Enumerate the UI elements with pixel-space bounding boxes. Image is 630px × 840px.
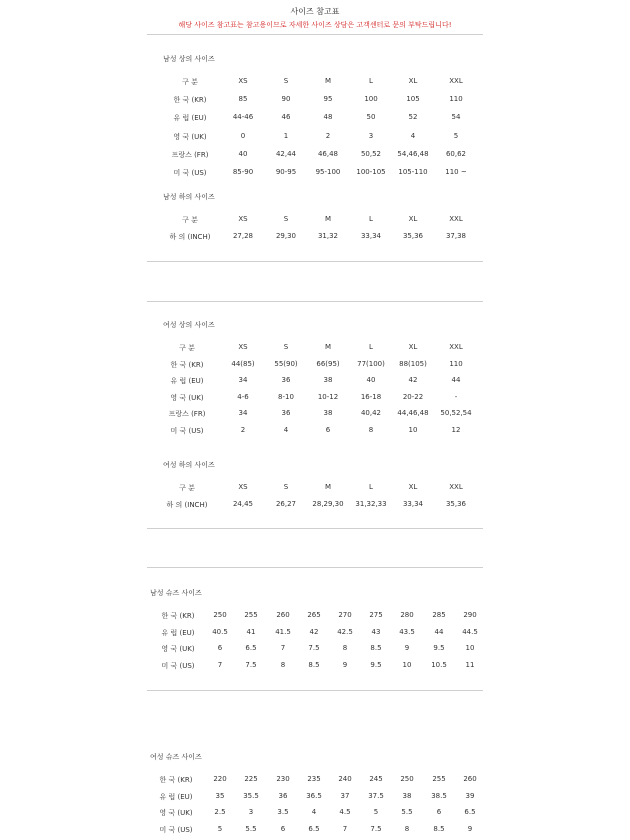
table-cell: 8 [404, 824, 410, 833]
table-cell: 38.5 [431, 791, 447, 800]
table-cell: 36 [278, 791, 288, 800]
table-row [0, 132, 630, 146]
table-cell: 8 [280, 660, 286, 669]
table-cell: 27,28 [232, 232, 254, 240]
table-cell: 9 [404, 644, 410, 652]
mens-bottom-title: 남성 하의 사이즈 [163, 193, 215, 201]
table-cell: 37,38 [445, 232, 467, 240]
table-row [0, 360, 630, 374]
table-cell: L [369, 215, 373, 223]
table-cell: 8 [368, 425, 374, 434]
table-cell: 8.5 [370, 644, 382, 652]
table-cell: 38 [323, 409, 333, 417]
table-cell: 285 [432, 611, 446, 619]
table-row [0, 611, 630, 625]
table-cell: 10 [465, 644, 475, 652]
table-cell: 44 [451, 376, 461, 384]
table-cell: 7 [280, 644, 286, 652]
table-cell: XS [238, 343, 248, 351]
table-cell: 100 [364, 95, 378, 104]
table-cell: XXL [449, 343, 463, 351]
table-cell: 6.5 [308, 824, 320, 833]
table-cell: 35.5 [243, 791, 259, 800]
table-cell: 255 [244, 611, 258, 619]
table-cell: 7.5 [370, 824, 382, 833]
table-cell: 31,32,33 [355, 500, 387, 508]
row-label: 유 럽 (EU) [170, 377, 204, 385]
divider [147, 34, 483, 35]
table-cell: 3 [248, 808, 254, 816]
row-label: 한 국 (KR) [170, 360, 204, 369]
table-cell: 33,34 [402, 500, 424, 508]
table-row [0, 77, 630, 91]
table-cell: 100-105 [356, 168, 386, 176]
row-label: 미 국 (US) [173, 169, 207, 177]
table-row [0, 483, 630, 497]
table-cell: 260 [463, 775, 477, 783]
table-cell: 44,46,48 [397, 409, 429, 417]
table-cell: 43 [371, 627, 381, 636]
table-cell: S [283, 215, 289, 223]
row-label: 미 국 (US) [161, 661, 195, 670]
table-cell: 24,45 [232, 500, 254, 508]
table-cell: 33,34 [360, 232, 382, 240]
table-cell: 50,52 [360, 149, 382, 158]
table-cell: 9 [467, 824, 473, 833]
mens-top-title: 남성 상의 사이즈 [163, 55, 215, 63]
row-label: 영 국 (UK) [161, 645, 195, 653]
row-label: 구 분 [179, 484, 195, 492]
table-cell: 230 [276, 775, 290, 783]
table-cell: S [283, 483, 289, 491]
table-cell: 6 [280, 824, 286, 833]
table-cell: 3.5 [277, 808, 289, 816]
table-cell: 12 [451, 425, 461, 434]
womens-top-title: 여성 상의 사이즈 [163, 321, 215, 329]
table-cell: 225 [244, 775, 258, 783]
table-cell: XXL [449, 483, 463, 491]
table-cell: XXL [449, 215, 463, 223]
table-cell: 44 [434, 627, 444, 636]
row-label: 구 분 [182, 78, 198, 86]
table-cell: 270 [338, 611, 352, 619]
table-cell: 2 [325, 131, 331, 140]
table-cell: 36 [281, 376, 291, 384]
table-row [0, 95, 630, 109]
table-cell: 35,36 [402, 232, 424, 240]
table-cell: 39 [465, 791, 475, 800]
table-cell: 48 [323, 113, 333, 122]
table-row [0, 393, 630, 407]
table-row [0, 775, 630, 789]
womens-bottom-title: 여성 하의 사이즈 [163, 461, 215, 469]
table-cell: 105 [406, 95, 420, 104]
row-label: 구 분 [179, 344, 195, 352]
table-cell: 10 [402, 660, 412, 669]
table-row [0, 215, 630, 229]
table-cell: L [369, 483, 373, 491]
table-cell: 40 [238, 149, 248, 158]
row-label: 하 의 (INCH) [166, 501, 208, 509]
table-cell: XS [238, 483, 248, 491]
table-cell: 6.5 [245, 644, 257, 652]
table-cell: 1 [283, 131, 289, 140]
table-cell: XXL [449, 77, 463, 85]
table-row [0, 232, 630, 246]
table-cell: 77(100) [357, 359, 385, 368]
table-cell: 20-22 [402, 392, 424, 401]
table-cell: 90-95 [275, 168, 297, 176]
table-cell: 41.5 [275, 627, 291, 636]
table-cell: 6 [436, 808, 442, 816]
table-cell: 26,27 [275, 500, 297, 508]
row-label: 한 국 (KR) [159, 776, 193, 784]
table-row [0, 825, 630, 839]
table-cell: 54 [451, 113, 461, 122]
table-cell: - [454, 392, 458, 401]
row-label: 유 럽 (EU) [173, 114, 207, 123]
table-cell: 7.5 [308, 644, 320, 652]
row-label: 유 럽 (EU) [159, 792, 193, 801]
table-cell: 9.5 [370, 660, 382, 669]
table-cell: 95 [323, 95, 333, 104]
table-row [0, 644, 630, 658]
table-cell: 54,46,48 [397, 149, 429, 158]
table-cell: 31,32 [317, 232, 339, 240]
page-title: 사이즈 참고표 [290, 7, 340, 16]
table-cell: 235 [307, 775, 321, 783]
row-label: 영 국 (UK) [173, 132, 207, 141]
table-cell: 5 [373, 808, 379, 816]
table-row [0, 628, 630, 642]
table-cell: 0 [240, 131, 246, 140]
table-cell: 110 [449, 95, 463, 104]
table-cell: 55(90) [274, 359, 298, 368]
table-cell: S [283, 77, 289, 85]
table-cell: L [369, 77, 373, 85]
table-cell: 7 [342, 824, 348, 833]
table-cell: 10-12 [317, 392, 339, 401]
divider [147, 261, 483, 262]
table-cell: 280 [400, 611, 414, 619]
table-cell: 8 [342, 644, 348, 652]
table-cell: M [324, 215, 332, 223]
table-cell: 8-10 [278, 392, 294, 401]
table-cell: 255 [432, 775, 446, 783]
table-cell: L [369, 343, 373, 351]
row-label: 하 의 (INCH) [169, 233, 211, 241]
table-cell: S [283, 343, 289, 351]
table-cell: 240 [338, 775, 352, 783]
table-cell: 38 [402, 791, 412, 800]
table-cell: 6 [217, 644, 223, 652]
table-row [0, 113, 630, 127]
table-cell: 40.5 [212, 627, 228, 636]
table-cell: 95-100 [315, 168, 341, 176]
table-cell: 5.5 [245, 824, 257, 833]
row-label: 영 국 (UK) [170, 393, 204, 402]
table-cell: 44-46 [232, 113, 254, 122]
table-cell: 42 [408, 376, 418, 384]
table-cell: 90 [281, 95, 291, 104]
table-row [0, 500, 630, 514]
womens-shoes-title: 여성 슈즈 사이즈 [150, 753, 202, 761]
table-cell: 28,29,30 [312, 500, 344, 508]
table-cell: 4.5 [339, 808, 351, 816]
table-cell: 36 [281, 409, 291, 417]
row-label: 영 국 (UK) [159, 809, 193, 817]
table-cell: 16-18 [360, 392, 382, 401]
table-cell: 3 [368, 131, 374, 140]
table-cell: 7 [217, 660, 223, 669]
table-cell: 9.5 [433, 644, 445, 652]
table-cell: 42.5 [337, 627, 353, 636]
table-cell: 42 [309, 627, 319, 636]
table-cell: 35 [215, 791, 225, 800]
table-cell: 250 [400, 775, 414, 783]
table-cell: 40,42 [360, 409, 382, 417]
table-cell: 40 [366, 376, 376, 384]
table-cell: 50,52,54 [440, 409, 472, 417]
table-cell: 85 [238, 95, 248, 104]
table-cell: 42,44 [275, 149, 297, 158]
table-cell: 46 [281, 113, 291, 122]
table-cell: 43.5 [399, 627, 415, 636]
row-label: 한 국 (KR) [161, 612, 195, 620]
table-cell: 85-90 [232, 168, 254, 176]
table-cell: 5 [217, 824, 223, 833]
table-cell: XS [238, 215, 248, 223]
table-cell: 6.5 [464, 808, 476, 816]
table-row [0, 376, 630, 390]
table-cell: M [324, 77, 332, 85]
table-cell: 105-110 [398, 168, 428, 176]
table-cell: 4 [311, 808, 317, 816]
table-cell: XL [408, 343, 418, 351]
table-cell: 260 [276, 611, 290, 619]
table-cell: 4 [283, 425, 289, 434]
table-cell: 265 [307, 611, 321, 619]
row-label: 유 럽 (EU) [161, 628, 195, 637]
table-row [0, 168, 630, 182]
table-cell: 50 [366, 113, 376, 122]
table-cell: 35,36 [445, 500, 467, 508]
table-cell: 37 [340, 791, 350, 800]
table-cell: 52 [408, 113, 418, 122]
table-row [0, 661, 630, 675]
table-cell: 4-6 [237, 392, 249, 401]
row-label: 미 국 (US) [170, 426, 204, 435]
table-cell: 34 [238, 376, 248, 384]
table-cell: 290 [463, 611, 477, 619]
row-label: 미 국 (US) [159, 825, 193, 834]
table-row [0, 343, 630, 357]
divider [147, 567, 483, 568]
table-cell: 110 [449, 359, 463, 368]
table-row [0, 150, 630, 164]
table-cell: 36.5 [306, 791, 322, 800]
table-row [0, 792, 630, 806]
table-cell: 8.5 [308, 660, 320, 669]
table-row [0, 409, 630, 423]
row-label: 한 국 (KR) [173, 96, 207, 105]
divider [147, 528, 483, 529]
table-cell: 10.5 [431, 660, 447, 669]
table-cell: XL [408, 77, 418, 85]
divider [147, 301, 483, 302]
table-cell: 60,62 [445, 149, 467, 158]
table-cell: 2 [240, 425, 246, 434]
row-label: 구 분 [182, 216, 198, 224]
table-cell: 44(85) [231, 359, 255, 368]
table-cell: 10 [408, 425, 418, 434]
table-cell: M [324, 483, 332, 491]
table-cell: 6 [325, 425, 331, 434]
table-cell: XL [408, 483, 418, 491]
table-cell: 88(105) [399, 359, 427, 368]
table-cell: 110 ~ [445, 168, 467, 176]
table-cell: 41 [246, 627, 256, 636]
table-cell: 29,30 [275, 232, 297, 240]
table-cell: 11 [465, 660, 475, 669]
table-row [0, 426, 630, 440]
row-label: 프랑스 (FR) [171, 150, 209, 159]
mens-shoes-title: 남성 슈즈 사이즈 [150, 589, 202, 597]
divider [147, 690, 483, 691]
table-row [0, 808, 630, 822]
table-cell: 5.5 [401, 808, 413, 816]
table-cell: XL [408, 215, 418, 223]
table-cell: 4 [410, 131, 416, 140]
table-cell: 37.5 [368, 791, 384, 800]
table-cell: 7.5 [245, 660, 257, 669]
table-cell: M [324, 343, 332, 351]
table-cell: 2.5 [214, 808, 226, 816]
notice-text: 해당 사이즈 참고표는 참고용이므로 자세한 사이즈 상담은 고객센터로 문의 부탁드립니다! [178, 21, 452, 29]
table-cell: 5 [453, 131, 459, 140]
row-label: 프랑스 (FR) [168, 410, 206, 418]
table-cell: 38 [323, 376, 333, 384]
table-cell: 245 [369, 775, 383, 783]
table-cell: 66(95) [316, 359, 340, 368]
table-cell: 9 [342, 660, 348, 669]
table-cell: 275 [369, 611, 383, 619]
table-cell: 34 [238, 409, 248, 417]
table-cell: 44.5 [462, 627, 478, 636]
table-cell: 46,48 [317, 149, 339, 158]
table-cell: XS [238, 77, 248, 85]
table-cell: 8.5 [433, 824, 445, 833]
table-cell: 250 [213, 611, 227, 619]
table-cell: 220 [213, 775, 227, 783]
